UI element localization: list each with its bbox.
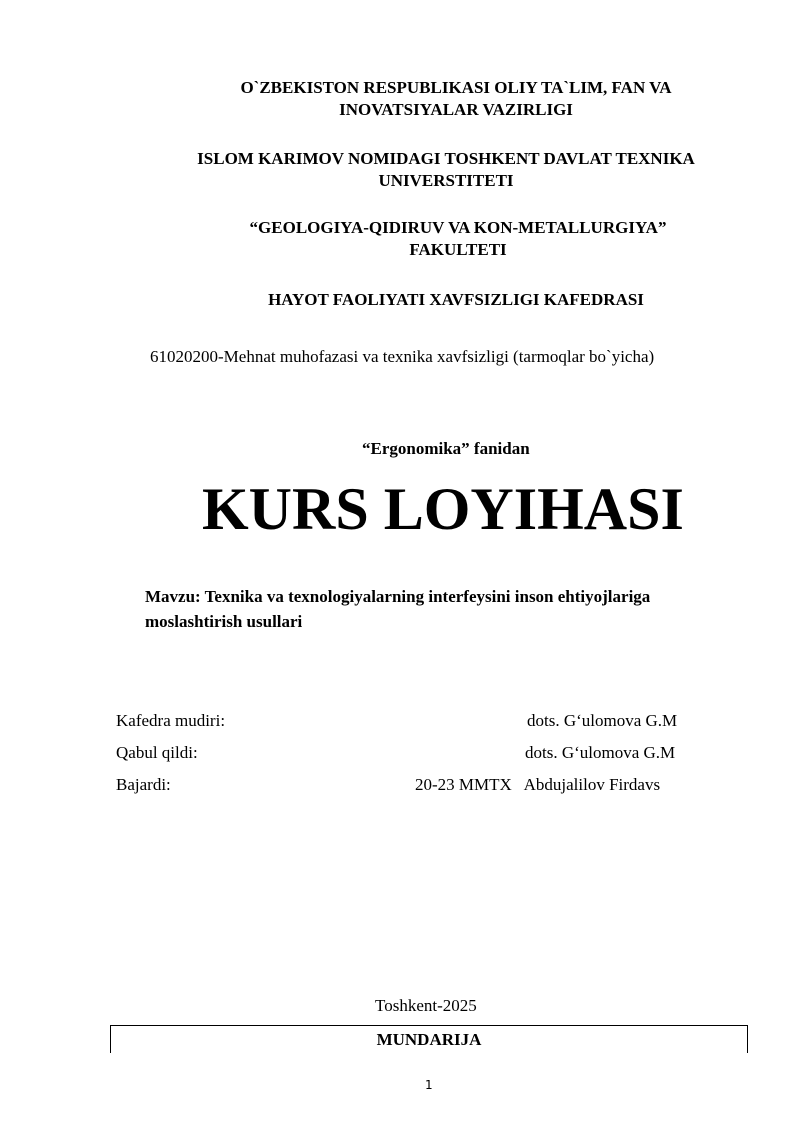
signature-role-head: Kafedra mudiri: — [116, 711, 226, 730]
ministry-line-2: INOVATSIYALAR VAZIRLIGI — [339, 100, 573, 119]
specialty-line: 61020200-Mehnat muhofazasi va texnika xavfsizligi (tarmoqlar bo`yicha) — [150, 347, 655, 366]
university-line-2: UNIVERSTITETI — [378, 171, 514, 190]
faculty-heading — [0, 217, 800, 261]
signature-role-accepted: Qabul qildi: — [116, 743, 198, 762]
ministry-heading — [0, 77, 800, 121]
signature-name-performer: 20-23 MMTX Abdujalilov Firdavs — [415, 775, 661, 794]
signature-name-accepted: dots. G‘ulomova G.M — [525, 743, 676, 762]
contents-heading: MUNDARIJA — [376, 1030, 482, 1049]
ministry-line-1: O`ZBEKISTON RESPUBLIKASI OLIY TA`LIM, FAN VA — [240, 78, 672, 97]
faculty-line-2: FAKULTETI — [409, 240, 507, 259]
signature-name-head: dots. G‘ulomova G.M — [527, 711, 678, 730]
university-heading — [0, 148, 800, 192]
contents-header-box — [110, 1025, 748, 1053]
department-heading: HAYOT FAOLIYATI XAVFSIZLIGI KAFEDRASI — [268, 290, 644, 309]
document-title: KURS LOYIHASI — [202, 476, 684, 542]
signature-role-performer: Bajardi: — [116, 775, 171, 794]
subject-caption: “Ergonomika” fanidan — [362, 439, 530, 458]
university-line-1: ISLOM KARIMOV NOMIDAGI TOSHKENT DAVLAT TEXNIKA — [197, 149, 695, 168]
faculty-line-1: “GEOLOGIYA-QIDIRUV VA KON-METALLURGIYA” — [249, 218, 667, 237]
city-year: Toshkent-2025 — [375, 996, 477, 1015]
topic-text: Mavzu: Texnika va texnologiyalarning interfeysini inson ehtiyojlariga moslashtirish usullari — [145, 587, 651, 631]
page-number: 1 — [425, 1078, 433, 1092]
